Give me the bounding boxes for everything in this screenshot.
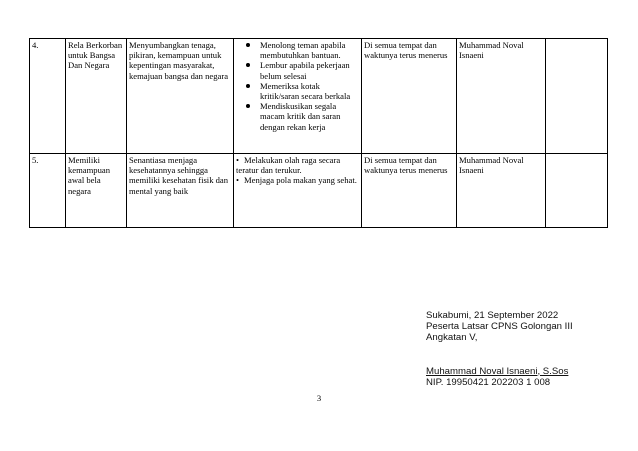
description-cell: Menyumbangkan tenaga, pikiran, kemampuan untuk kepentingan masyarakat, kemajuan bangsa dan negara — [127, 39, 234, 154]
person-cell: Muhammad Noval Isnaeni — [457, 39, 546, 154]
bullet-icon: • — [236, 155, 240, 165]
table-row — [30, 154, 608, 228]
place-time-cell: Di semua tempat dan waktunya terus menerus — [362, 154, 457, 228]
signature-space — [426, 344, 573, 366]
list-item: Lembur apabila pekerjaan belum selesai — [260, 60, 359, 80]
signature-place-date: Sukabumi, 21 September 2022 — [426, 310, 559, 321]
description-cell: Senantiasa menjaga kesehatannya sehingga memiliki kesehatan fisik dan mental yang baik — [127, 154, 234, 228]
bullet-icon: • — [236, 175, 240, 186]
habituation-table — [29, 38, 608, 228]
table-row — [30, 39, 608, 154]
activities-cell — [234, 154, 362, 228]
extra-cell — [546, 39, 608, 154]
list-item: • Melakukan olah raga secara teratur dan terukur. — [236, 155, 341, 176]
signature-role: Peserta Latsar CPNS Golongan III — [426, 321, 573, 333]
signature-name: Muhammad Noval Isnaeni, S.Sos — [426, 365, 569, 377]
activity-list — [236, 40, 359, 132]
signature-nip: NIP. 19950421 202203 1 008 — [426, 376, 551, 388]
person-cell: Muhammad Noval Isnaeni — [457, 154, 546, 228]
list-item: Mendiskusikan segala macam kritik dan saran dengan rekan kerja — [260, 101, 359, 132]
value-cell: Memiliki kemampuan awal bela negara — [66, 154, 127, 228]
row-number: 5. — [30, 154, 66, 228]
signature-batch: Angkatan V, — [426, 332, 478, 344]
list-item: Menolong teman apabila membutuhkan bantuan. — [260, 40, 359, 60]
row-number: 4. — [30, 39, 66, 154]
signature-block — [426, 310, 573, 388]
list-item: • Menjaga pola makan yang sehat. — [236, 175, 357, 186]
activities-cell — [234, 39, 362, 154]
page-number: 3 — [316, 393, 322, 403]
extra-cell — [546, 154, 608, 228]
place-time-cell: Di semua tempat dan waktunya terus menerus — [362, 39, 457, 154]
list-item: Memeriksa kotak kritik/saran secara berkala — [260, 81, 359, 101]
value-cell: Rela Berkorban untuk Bangsa Dan Negara — [66, 39, 127, 154]
